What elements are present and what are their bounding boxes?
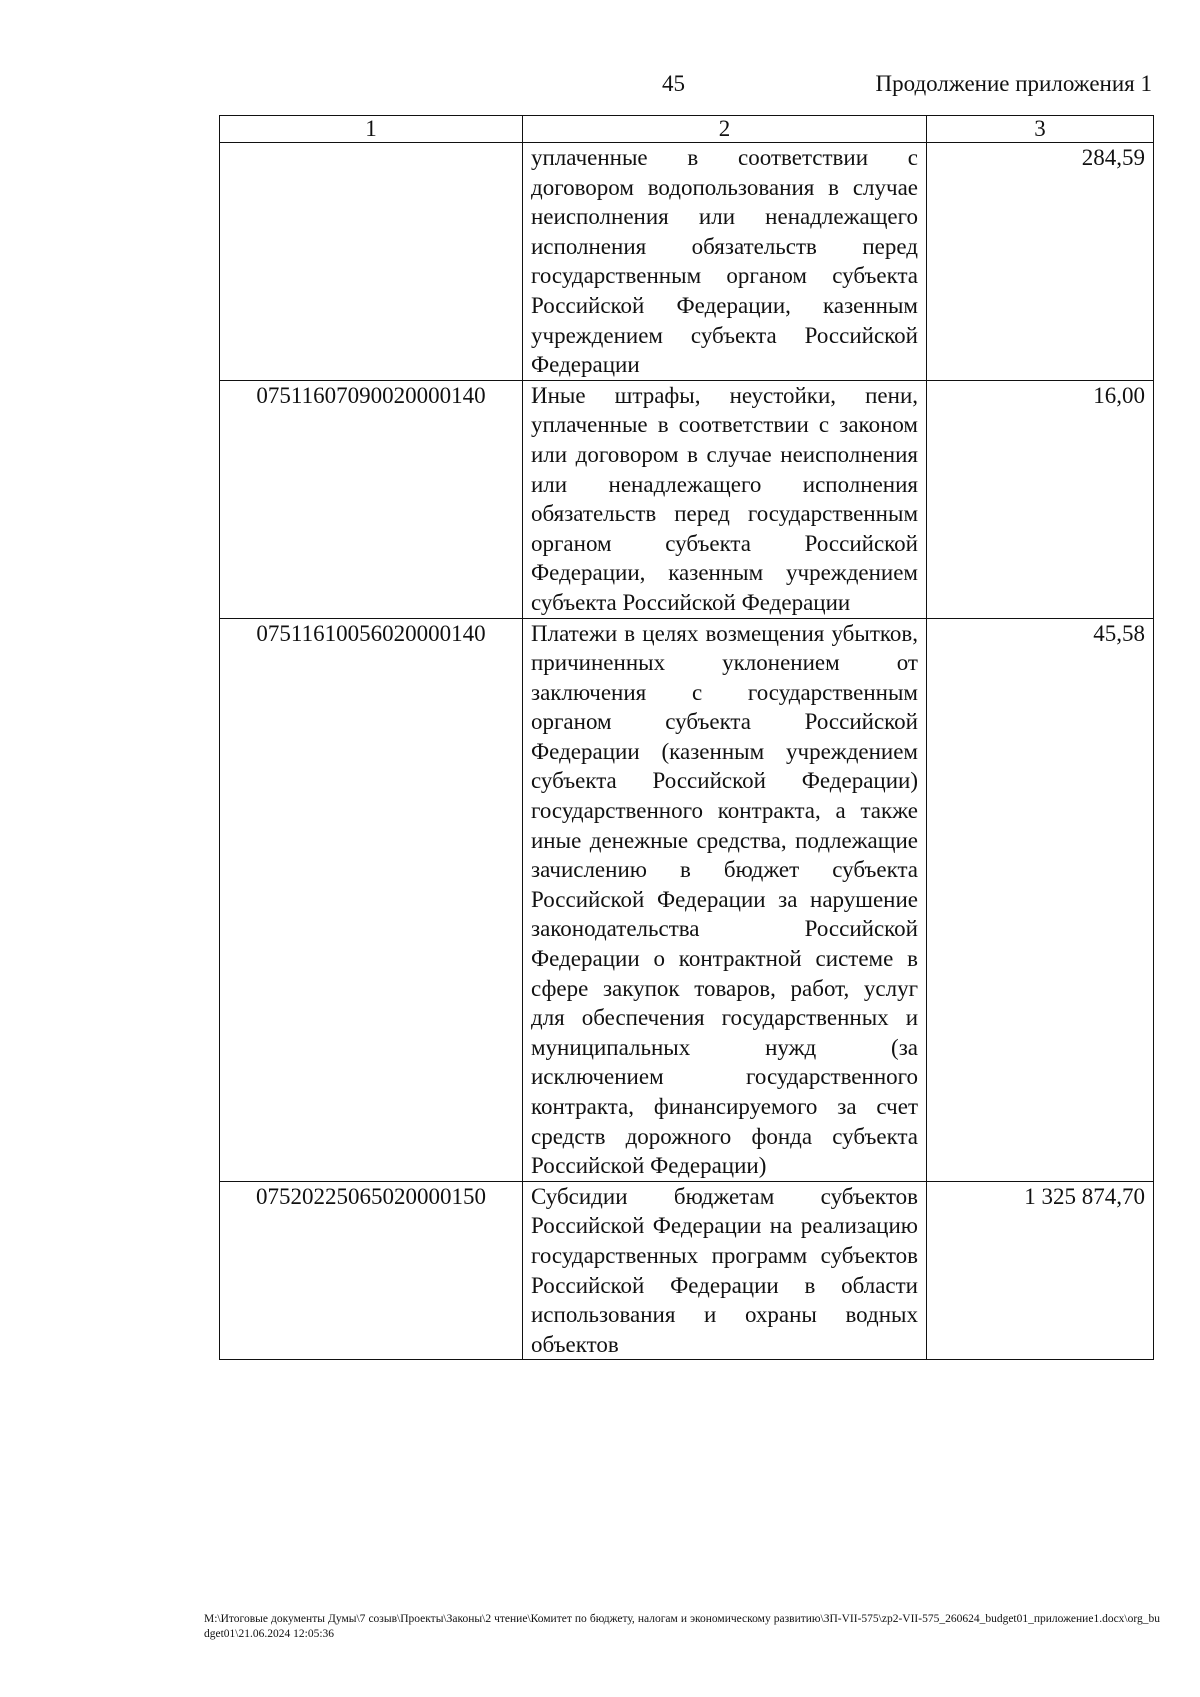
budget-code-cell: [220, 143, 523, 381]
revenue-name-cell: Платежи в целях возмещения убытков, причиненных уклонением от заключения с государственным органом субъекта Российской Федерации (казенным учреждением субъекта Российской Федерации) государственного контракта, а также иные денежные средства, подлежащие зачислению в бюджет субъекта Российской Федерации за нарушение законодательства Российской Федерации о контрактной системе в сфере закупок товаров, работ, услуг для обеспечения государственных и муниципальных нужд (за исключением государственного контракта, финансируемого за счет средств дорожного фонда субъекта Российской Федерации): [523, 618, 927, 1181]
page-number: 45: [662, 71, 685, 96]
column-header-1: 1: [220, 116, 523, 143]
budget-code-cell: 07520225065020000150: [220, 1181, 523, 1360]
budget-code-cell: 07511607090020000140: [220, 380, 523, 618]
table-row: [220, 618, 1154, 1181]
revenue-name-cell: уплаченные в соответствии с договором водопользования в случае неисполнения или ненадлежащего исполнения обязательств перед государственным органом субъекта Российской Федерации, казенным учреждением субъекта Российской Федерации: [523, 143, 927, 381]
column-header-2: 2: [523, 116, 927, 143]
revenue-name-cell: Иные штрафы, неустойки, пени, уплаченные в соответствии с законом или договором в случае неисполнения или ненадлежащего исполнения обязательств перед государственным органом субъекта Российской Федерации, казенным учреждением субъекта Российской Федерации: [523, 380, 927, 618]
amount-cell: 284,59: [927, 143, 1154, 381]
table-row: [220, 380, 1154, 618]
amount-cell: 1 325 874,70: [927, 1181, 1154, 1360]
table-row: [220, 1181, 1154, 1360]
revenue-name-cell: Субсидии бюджетам субъектов Российской Федерации на реализацию государственных программ субъектов Российской Федерации в области использования и охраны водных объектов: [523, 1181, 927, 1360]
budget-code-cell: 07511610056020000140: [220, 618, 523, 1181]
annex-continuation-title: Продолжение приложения 1: [875, 71, 1152, 96]
column-number-row: [220, 116, 1154, 143]
amount-cell: 45,58: [927, 618, 1154, 1181]
table-row: [220, 143, 1154, 381]
document-file-path: М:\Итоговые документы Думы\7 созыв\Проекты\Законы\2 чтение\Комитет по бюджету, налогам и экономическому развитию\ЗП-VII-575\zp2-VII-575_260624_budget01_приложение1.docx\org_budget01\21.06.2024 12:05:36: [204, 1613, 1160, 1640]
amount-cell: 16,00: [927, 380, 1154, 618]
column-header-3: 3: [927, 116, 1154, 143]
budget-revenue-table: [219, 115, 1154, 1360]
